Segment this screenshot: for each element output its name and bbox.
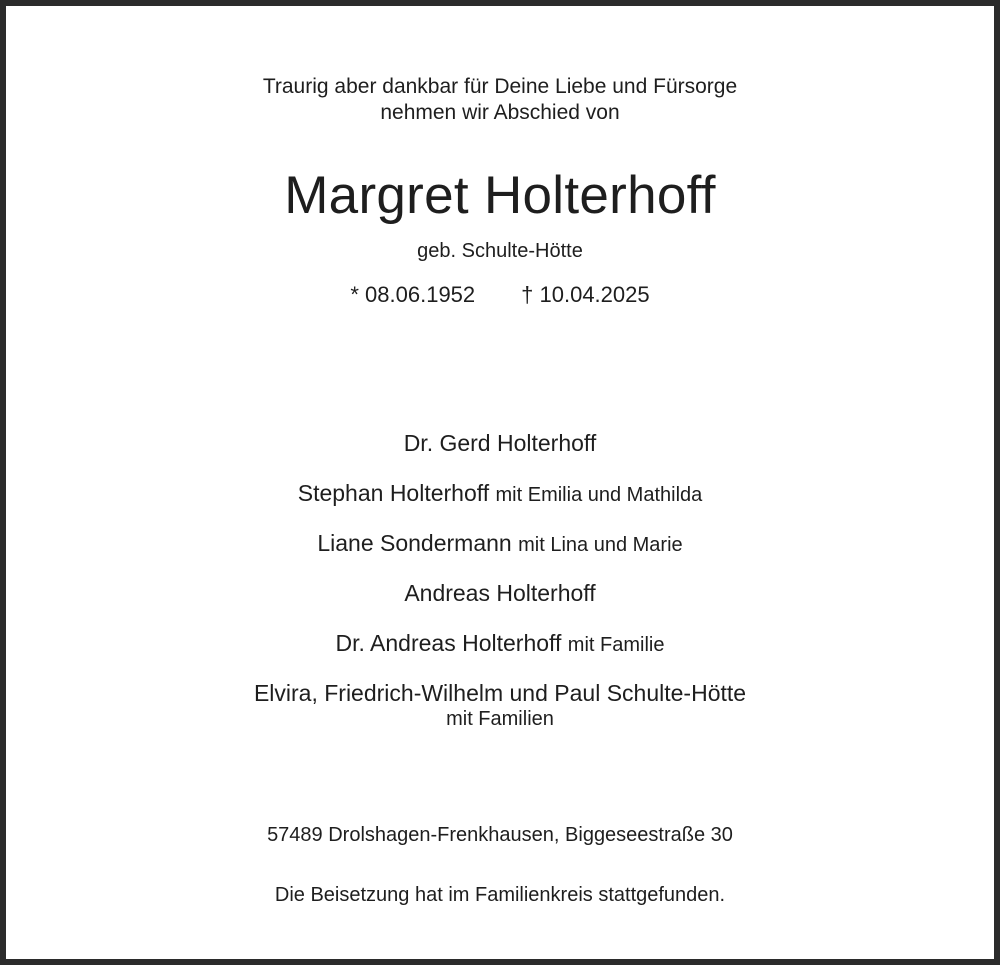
mourner-line <box>6 680 994 707</box>
birth-name: geb. Schulte-Hötte <box>417 240 583 262</box>
death-date: † 10.04.2025 <box>521 282 650 307</box>
mourner-companions: mit Familie <box>567 634 665 656</box>
intro-line-1: Traurig aber dankbar für Deine Liebe und Fürsorge <box>262 75 738 98</box>
mourner-name: Stephan Holterhoff <box>297 480 490 506</box>
mourner-companions: mit Lina und Marie <box>518 534 683 556</box>
mourner-companions: mit Emilia und Mathilda <box>495 484 703 506</box>
mourner-line <box>6 580 994 607</box>
mourner-companions: mit Familien <box>446 708 554 730</box>
mourner-line <box>6 430 994 457</box>
address: 57489 Drolshagen-Frenkhausen, Biggeseestraße 30 <box>267 824 733 846</box>
mourner-name: Andreas Holterhoff <box>404 580 596 606</box>
mourner-line <box>6 630 994 657</box>
burial-notice: Die Beisetzung hat im Familienkreis stattgefunden. <box>274 884 726 906</box>
deceased-name: Margret Holterhoff <box>284 166 716 225</box>
mourner-name: Dr. Andreas Holterhoff <box>335 630 562 656</box>
mourner-name: Dr. Gerd Holterhoff <box>403 430 597 456</box>
mourner-line <box>6 530 994 557</box>
mourner-name: Liane Sondermann <box>317 530 512 556</box>
life-dates <box>6 282 994 308</box>
intro-line-2: nehmen wir Abschied von <box>380 101 620 124</box>
mourner-name: Elvira, Friedrich-Wilhelm und Paul Schulte-Hötte <box>253 680 747 706</box>
mourner-line <box>6 480 994 507</box>
birth-date: * 08.06.1952 <box>350 282 476 307</box>
